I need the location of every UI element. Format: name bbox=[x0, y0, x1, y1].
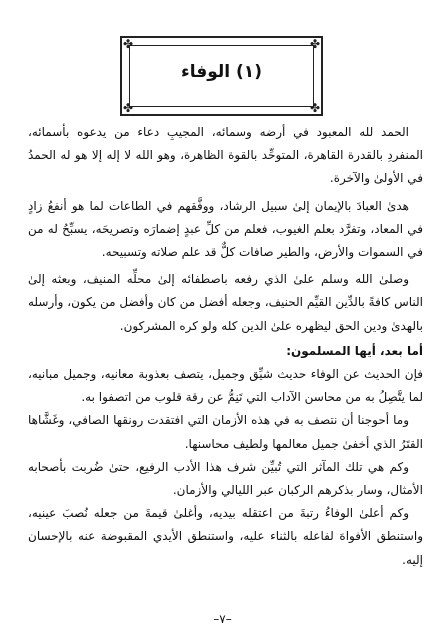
corner-ornament-icon: ✤ bbox=[122, 101, 134, 115]
corner-ornament-icon: ✤ bbox=[122, 37, 134, 51]
paragraph: وكم هي تلك المآثر التي تُبيِّن شرف هذا الأدب الرفيع، حتىٰ ضُربت بأصحابه الأمثال، وسار بذكرهم الركبان عبر الليالي والأزمان. bbox=[28, 459, 423, 498]
chapter-title-frame bbox=[120, 36, 323, 116]
corner-ornament-icon: ✤ bbox=[309, 37, 321, 51]
paragraph: وما أحوجنا أن نتصف به في هذه الأزمان التي افتقدت رونقها الصافي، وغَشَّاها القتَرُ الذي أخفىٰ جميل معالمها ولطيف محاسنها. bbox=[28, 413, 423, 451]
paragraph: وصلىٰ الله وسلم علىٰ الذي رفعه باصطفائه إلىٰ محلِّه المنيف، وبعثه إلىٰ الناس كافةً بالدِّين القيِّم الحنيف، وجعله أفضل من كان وأفضل من يكون، وأرسله بالهدىٰ ودين الحق ليظهره علىٰ الدين كله ولو كره المشركون. bbox=[28, 272, 423, 333]
section-heading: أما بعد، أيها المسلمون: bbox=[286, 343, 423, 358]
page-number: –٧– bbox=[213, 612, 232, 626]
paragraph: وكم أعلىٰ الوفاءُ رتبةَ من اعتقله بيديه، وأغلىٰ قيمةَ من جعله نُصبَ عينيه، واستنطق الأفواهَ لفاعله بالثناء عليه، واستنطق الأيدي المقبوضة عنه بالإحسان إليه. bbox=[28, 506, 423, 567]
paragraph: فإن الحديث عن الوفاء حديث شيِّق وجميل، يتصف بعذوبة معانيه، وجميل مبانيه، لما يتَّصِلُ به من محاسن الآداب التي تَنِمُّ عن رقة قلوب من اتصفوا به. bbox=[28, 367, 423, 405]
chapter-title: (١) الوفاء bbox=[181, 62, 262, 82]
body-text bbox=[28, 121, 423, 572]
corner-ornament-icon: ✤ bbox=[309, 101, 321, 115]
paragraph: الحمد لله المعبود في أرضه وسمائه، المجيبِ دعاء من يدعوه بأسمائه، المنفردِ بالقدرة القاهرة، المتوحِّد بالقوة الظاهرة، وهو الله لا إله إلا هو له الحمدُ في الأولىٰ والآخرة. bbox=[28, 125, 423, 186]
paragraph: هدىٰ العبادَ بالإيمان إلىٰ سبيل الرشاد، ووفَّقهم في الطاعات لما هو أنفعُ زادٍ في المعاد، وتفرَّد بعلم الغيوب، فعلم من كلِّ عبدٍ إضمارَه وتصريحَه، يسبِّحُ له من في السموات والأرض، والطير صافات كلٌّ قد علم صلاته وتسبيحه. bbox=[28, 198, 423, 260]
